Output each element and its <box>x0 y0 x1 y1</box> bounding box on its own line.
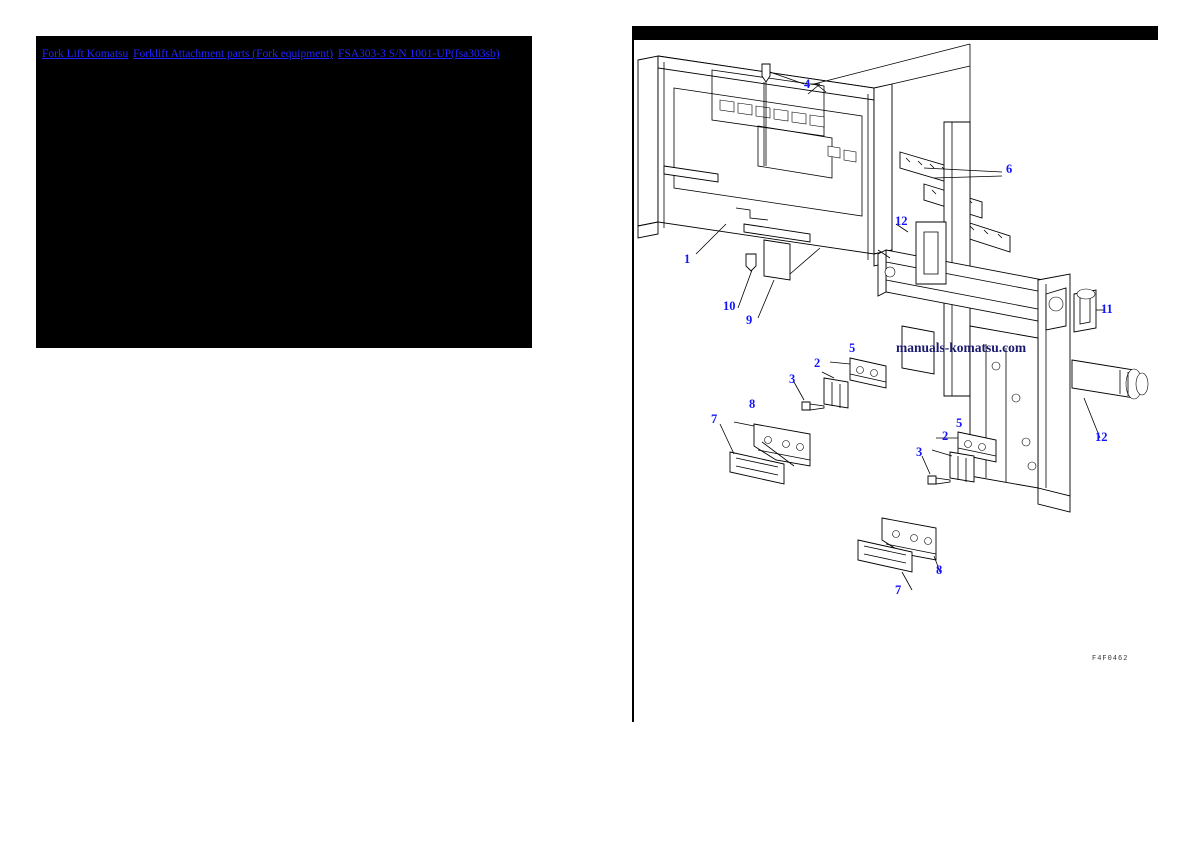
parts-cluster-left <box>730 358 886 484</box>
svg-text:4: 4 <box>804 77 811 91</box>
breadcrumb <box>42 48 500 61</box>
svg-text:8: 8 <box>749 397 756 411</box>
svg-text:10: 10 <box>723 299 736 313</box>
diagram-panel <box>632 26 1156 722</box>
breadcrumb-link-1[interactable]: Fork Lift Komatsu <box>42 48 129 60</box>
watermark-text: manuals-komatsu.com <box>896 340 1027 355</box>
svg-text:3: 3 <box>789 372 796 386</box>
breadcrumb-link-2[interactable]: Forklift Attachment parts (Fork equipment) <box>133 48 334 60</box>
carriage-backplate <box>638 56 892 266</box>
svg-text:7: 7 <box>711 412 718 426</box>
svg-text:2: 2 <box>942 429 949 443</box>
svg-text:7: 7 <box>895 583 902 597</box>
svg-text:6: 6 <box>1006 162 1013 176</box>
svg-text:3: 3 <box>916 445 923 459</box>
svg-text:2: 2 <box>814 356 821 370</box>
svg-text:11: 11 <box>1101 302 1113 316</box>
cylinder-item-12 <box>1072 360 1148 399</box>
parts-illustration <box>634 26 1158 722</box>
svg-text:12: 12 <box>1095 430 1108 444</box>
svg-text:5: 5 <box>956 416 963 430</box>
svg-text:12: 12 <box>895 214 908 228</box>
svg-text:1: 1 <box>684 252 691 266</box>
thumbnail-panel <box>36 36 532 348</box>
svg-text:8: 8 <box>936 563 943 577</box>
parts-cluster-right <box>858 432 996 572</box>
svg-text:9: 9 <box>746 313 753 327</box>
breadcrumb-link-3[interactable]: FSA303-3 S/N 1001-UP(fsa303sb) <box>337 48 500 60</box>
bracket-item-9-10 <box>746 240 790 280</box>
latch-item-11 <box>1074 289 1096 332</box>
svg-text:5: 5 <box>849 341 856 355</box>
figure-code: F4F0462 <box>1092 655 1129 663</box>
